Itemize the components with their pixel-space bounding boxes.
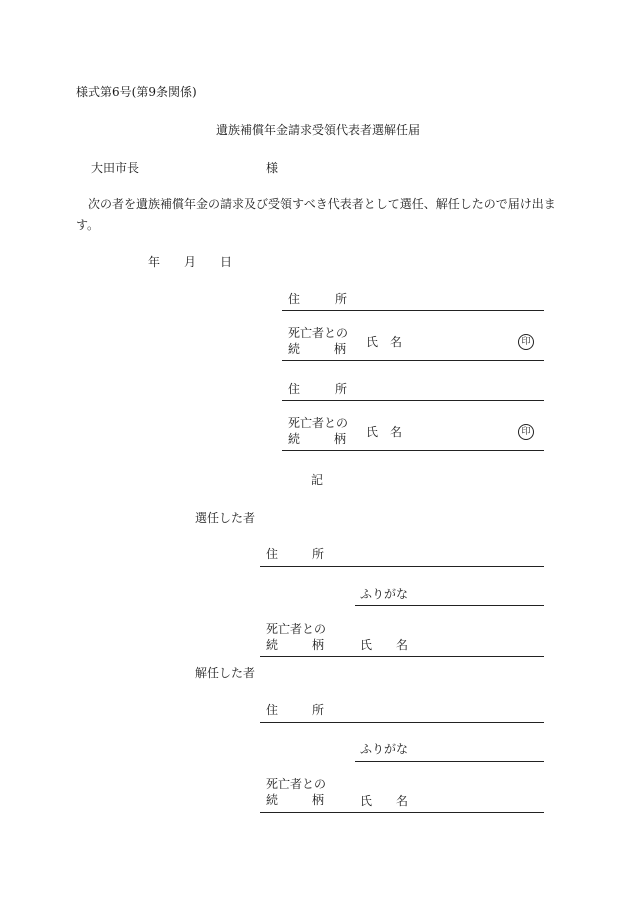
name-line[interactable] <box>282 450 544 451</box>
addressee: 大田市長 <box>91 161 140 175</box>
address-label-b: 所 <box>312 547 325 561</box>
address-label-a: 住 <box>266 547 279 561</box>
furigana-line[interactable] <box>355 761 544 762</box>
relation-label: 死亡者との 続 柄 <box>266 777 327 807</box>
date-month: 月 <box>184 255 197 269</box>
ki-mark: 記 <box>311 473 324 487</box>
name-label-b: 名 <box>396 638 409 652</box>
name-line[interactable] <box>282 360 544 361</box>
furigana-label: ふりがな <box>360 742 409 756</box>
address-line[interactable] <box>282 400 544 401</box>
address-line[interactable] <box>282 310 544 311</box>
name-label-a: 氏 <box>360 638 373 652</box>
furigana-label: ふりがな <box>360 587 409 601</box>
name-line[interactable] <box>260 656 544 657</box>
appointed-heading: 選任した者 <box>195 511 256 525</box>
seal-icon: 印 <box>518 424 534 440</box>
date-year: 年 <box>148 255 161 269</box>
address-label-b: 所 <box>312 703 325 717</box>
address-label-b: 所 <box>335 382 348 396</box>
body-line-1: 次の者を遺族補償年金の請求及び受領すべき代表者として選任、解任したので届け出ま <box>88 197 556 211</box>
name-label-a: 氏 <box>366 425 379 439</box>
address-label-a: 住 <box>266 703 279 717</box>
honorific: 様 <box>266 161 279 175</box>
name-label-b: 名 <box>390 425 403 439</box>
seal-icon: 印 <box>518 334 534 350</box>
address-line[interactable] <box>260 722 544 723</box>
document-title: 遺族補償年金請求受領代表者選解任届 <box>216 123 421 137</box>
name-label-a: 氏 <box>360 794 373 808</box>
relation-label: 死亡者との 続 柄 <box>288 416 349 446</box>
name-label-b: 名 <box>396 794 409 808</box>
address-label-b: 所 <box>335 292 348 306</box>
address-line[interactable] <box>260 566 544 567</box>
address-label-a: 住 <box>288 292 301 306</box>
address-label-a: 住 <box>288 382 301 396</box>
date-day: 日 <box>220 255 233 269</box>
relation-label: 死亡者との 続 柄 <box>266 622 327 652</box>
dismissed-heading: 解任した者 <box>195 666 256 680</box>
furigana-line[interactable] <box>355 605 544 606</box>
name-label-a: 氏 <box>366 335 379 349</box>
name-line[interactable] <box>260 812 544 813</box>
relation-label: 死亡者との 続 柄 <box>288 326 349 356</box>
body-line-2: す。 <box>76 218 100 232</box>
form-number: 様式第6号(第9条関係) <box>76 85 197 99</box>
name-label-b: 名 <box>390 335 403 349</box>
